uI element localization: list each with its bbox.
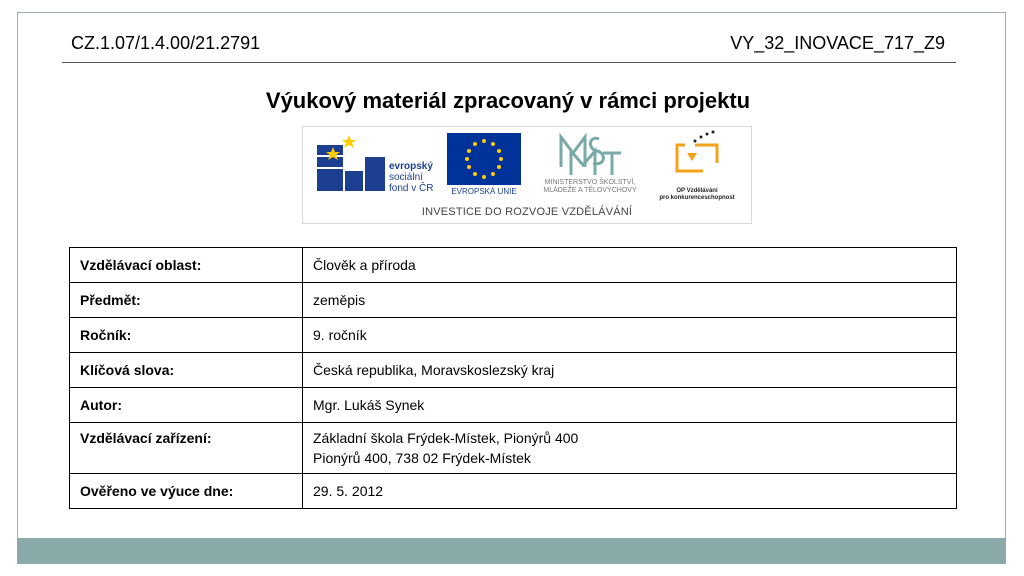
op-label: OP Vzdělávání pro konkurenceschopnost (659, 188, 735, 201)
msmt-logo-icon (561, 137, 621, 175)
page-title: Výukový materiál zpracovaný v rámci projektu (265, 88, 751, 113)
bottom-bar (17, 538, 1006, 564)
row-label: Ověřeno ve výuce dne: (70, 474, 303, 509)
eu-label: EVROPSKÁ UNIE (451, 187, 517, 196)
table-row (70, 283, 957, 318)
row-value: Člověk a příroda (303, 248, 957, 283)
row-value-line: Základní škola Frýdek-Místek, Pionýrů 400 (313, 430, 579, 446)
logo-caption: INVESTICE DO ROZVOJE VZDĚLÁVÁNÍ (421, 206, 633, 218)
op-logo-icon (677, 131, 717, 172)
row-label: Vzdělávací oblast: (70, 248, 303, 283)
eu-flag-icon (447, 133, 521, 185)
row-label: Autor: (70, 388, 303, 423)
row-value: 29. 5. 2012 (303, 474, 957, 509)
row-value: zeměpis (303, 283, 957, 318)
table-row (70, 474, 957, 509)
table-row (70, 353, 957, 388)
row-label: Ročník: (70, 318, 303, 353)
esf-logo-icon (317, 135, 385, 191)
row-value: Česká republika, Moravskoslezský kraj (303, 353, 957, 388)
msmt-label: MINISTERSTVO ŠKOLSTVÍ, MLÁDEŽE A TĚLOVÝCHOVY (543, 179, 637, 194)
row-value: 9. ročník (303, 318, 957, 353)
row-label: Předmět: (70, 283, 303, 318)
project-code: CZ.1.07/1.4.00/21.2791 (71, 33, 261, 53)
logo-strip (302, 126, 752, 224)
table-row (70, 318, 957, 353)
row-value: Mgr. Lukáš Synek (303, 388, 957, 423)
esf-text: evropský sociální fond v ČR (389, 161, 434, 194)
row-value-line: Pionýrů 400, 738 02 Frýdek-Místek (313, 450, 531, 466)
table-row (70, 423, 957, 474)
material-code: VY_32_INOVACE_717_Z9 (730, 33, 945, 53)
header-divider (62, 62, 956, 63)
table-row (70, 248, 957, 283)
table-row (70, 388, 957, 423)
row-label: Klíčová slova: (70, 353, 303, 388)
info-table (69, 247, 957, 509)
row-value (303, 423, 957, 474)
row-label: Vzdělávací zařízení: (70, 423, 303, 474)
